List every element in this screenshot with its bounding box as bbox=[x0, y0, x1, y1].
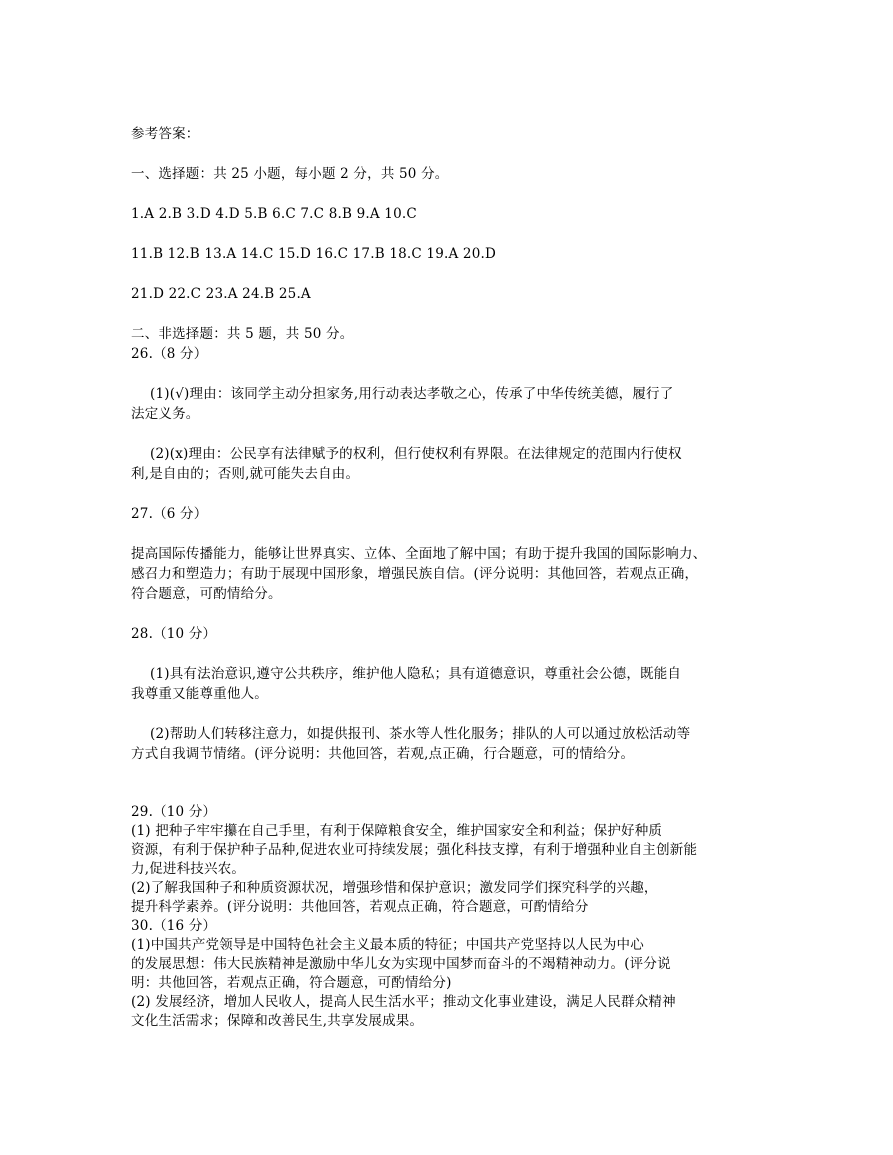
q28-part1-line2: 我尊重又能尊重他人。 bbox=[131, 686, 268, 702]
q29-line1: (1) 把种子牢牢攥在自己手里，有利于保障粮食安全，维护国家安全和利益；保护好种质 bbox=[131, 823, 663, 839]
answers-row-3: 21.D 22.C 23.A 24.B 25.A bbox=[131, 286, 311, 302]
answers-row-1: 1.A 2.B 3.D 4.D 5.B 6.C 7.C 8.B 9.A 10.C bbox=[131, 206, 417, 222]
answers-row-2: 11.B 12.B 13.A 14.C 15.D 16.C 17.B 18.C 19.A 20.D bbox=[131, 246, 497, 262]
q30-line4: (2) 发展经济，增加人民收人，提高人民生活水平；推动文化事业建设，满足人民群众精神 bbox=[131, 994, 676, 1010]
q30-line2: 的发展思想：伟大民族精神是激励中华儿女为实现中国梦而奋斗的不竭精神动力。(评分说 bbox=[131, 956, 671, 972]
q26-part2-line1: (2)(x)理由：公民享有法律赋予的权利，但行使权利有界限。在法律规定的范围内行使权 bbox=[150, 446, 682, 462]
q28-part2-line1: (2)帮助人们转移注意力，如提供报刊、茶水等人性化服务；排队的人可以通过放松活动等 bbox=[150, 726, 691, 742]
doc-title: 参考答案： bbox=[131, 126, 200, 142]
q27-line3: 符合题意，可酌情给分。 bbox=[131, 586, 282, 602]
q29-line4: (2)了解我国种子和种质资源状况，增强珍惜和保护意识；激发同学们探究科学的兴趣， bbox=[131, 880, 658, 896]
section-2-heading: 二、非选择题：共 5 题，共 50 分。 bbox=[131, 326, 354, 342]
q29-heading: 29.（10 分） bbox=[131, 804, 217, 820]
q27-heading: 27.（6 分） bbox=[131, 506, 208, 522]
q26-part2-line2: 利,是自由的；否则,就可能失去自由。 bbox=[131, 466, 360, 482]
q30-line3: 明：共他回答，若观点正确，符合题意，可酌情给分) bbox=[131, 975, 452, 991]
q30-line1: (1)中国共产党领导是中国特色社会主义最本质的特征；中国共产党坚持以人民为中心 bbox=[131, 937, 644, 953]
q28-part2-line2: 方式自我调节情绪。(评分说明：共他回答，若观,点正确，行合题意，可的情给分。 bbox=[131, 746, 635, 762]
q30-line5: 文化生活需求；保障和改善民生,共享发展成果。 bbox=[131, 1013, 424, 1029]
q28-heading: 28.（10 分） bbox=[131, 626, 217, 642]
q30-heading: 30.（16 分） bbox=[131, 918, 217, 934]
q29-line2: 资源，有利于保护种子品种,促进农业可持续发展；强化科技支撑，有利于增强种业自主创新能 bbox=[131, 842, 698, 858]
q27-line1: 提高国际传播能力，能够让世界真实、立体、全面地了解中国；有助于提升我国的国际影响力、 bbox=[131, 546, 707, 562]
q27-line2: 感召力和塑造力；有助于展现中国形象，增强民族自信。(评分说明：其他回答，若观点正确， bbox=[131, 566, 699, 582]
q29-line3: 力,促进科技兴农。 bbox=[131, 861, 246, 877]
q28-part1-line1: (1)具有法治意识,遵守公共秩序，维护他人隐私；具有道德意识，尊重社会公德，既能自 bbox=[150, 666, 682, 682]
q26-part1-line1: (1)(√)理由：该同学主动分担家务,用行动表达孝敬之心，传承了中华传统美德，履行了 bbox=[150, 386, 674, 402]
q26-heading: 26.（8 分） bbox=[131, 346, 208, 362]
section-1-heading: 一、选择题：共 25 小题，每小题 2 分，共 50 分。 bbox=[131, 166, 449, 182]
q26-part1-line2: 法定义务。 bbox=[131, 406, 200, 422]
q29-line5: 提升科学素养。(评分说明：共他回答，若观点正确，符合题意，可酌情给分 bbox=[131, 899, 589, 915]
